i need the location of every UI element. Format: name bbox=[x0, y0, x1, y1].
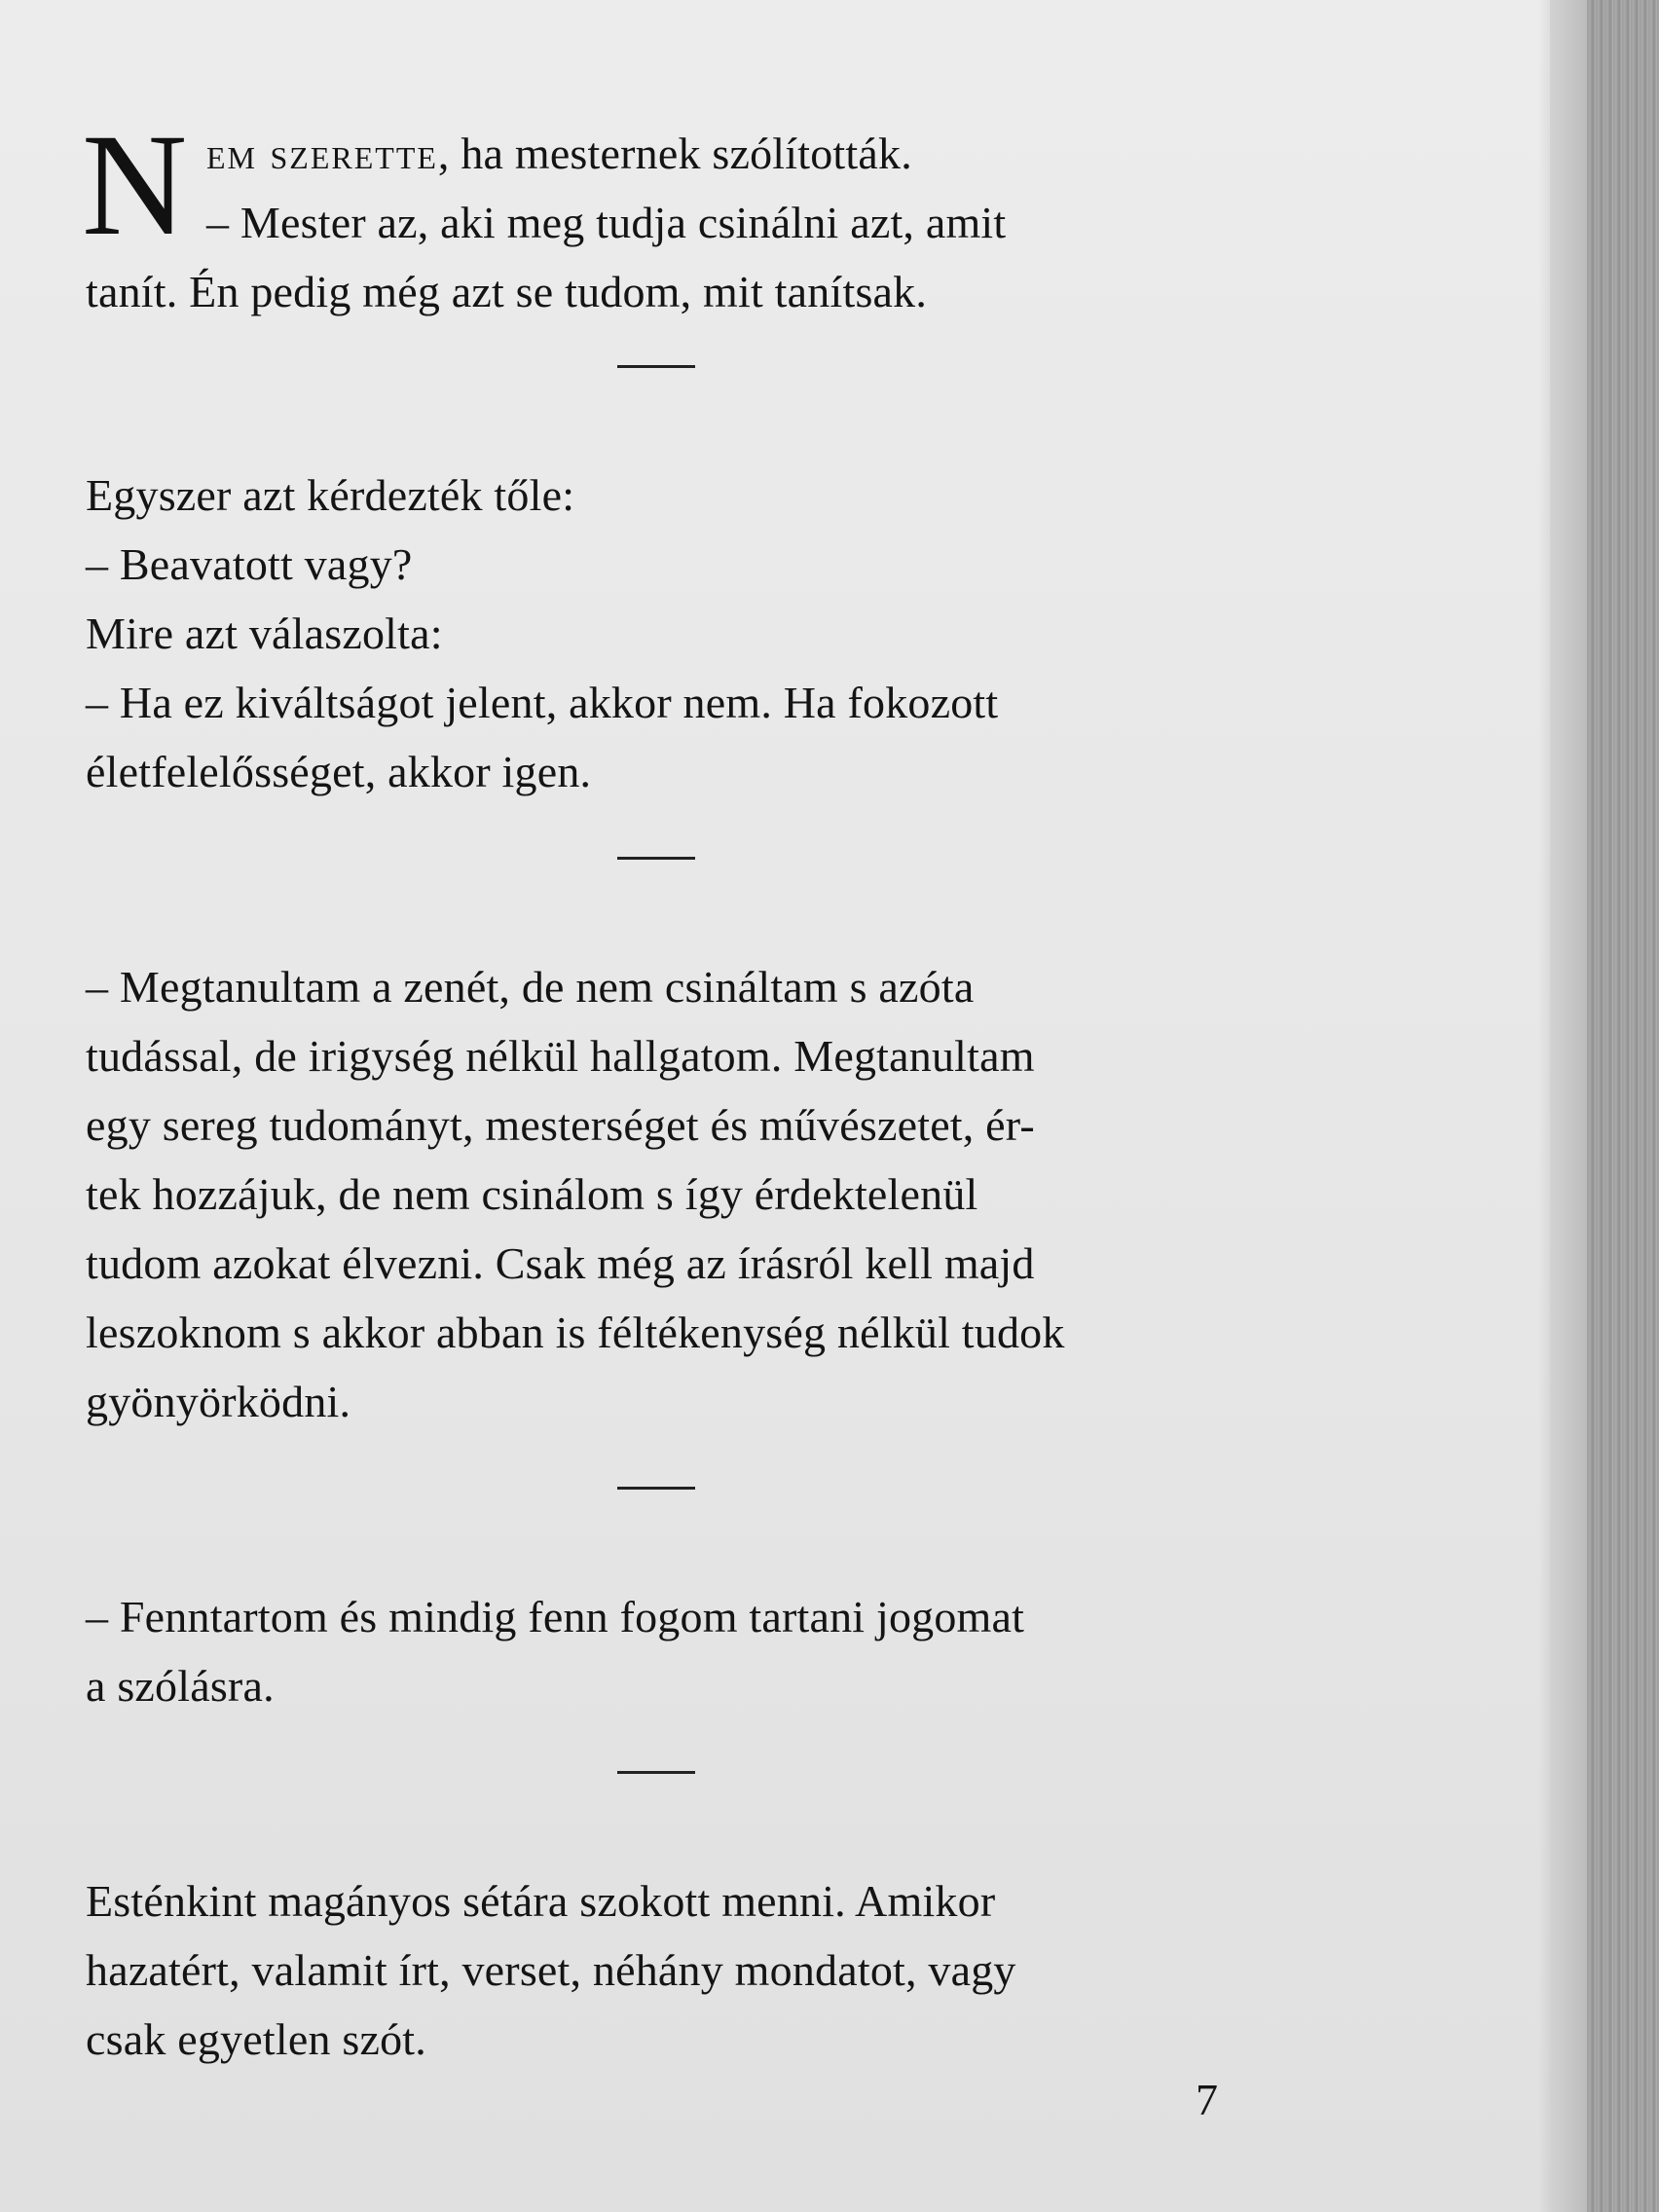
divider-rule bbox=[617, 1771, 695, 1774]
divider-rule bbox=[617, 365, 695, 368]
text-line: – Megtanultam a zenét, de nem csináltam s azóta bbox=[86, 962, 975, 1012]
opening-line-3: tanít. Én pedig még azt se tudom, mit tanítsak. bbox=[86, 267, 928, 316]
opening-line-2: – Mester az, aki meg tudja csinálni azt, amit bbox=[206, 198, 1007, 247]
divider-rule bbox=[617, 857, 695, 860]
text-line: egy sereg tudományt, mesterséget és művészetet, ér- bbox=[86, 1100, 1035, 1150]
page-edge bbox=[1550, 0, 1587, 2212]
text-line: – Fenntartom és mindig fenn fogom tartani jogomat bbox=[86, 1592, 1025, 1641]
text-line: Egyszer azt kérdezték tőle: bbox=[86, 470, 575, 520]
page-number: 7 bbox=[1196, 2075, 1218, 2124]
text-line: tudással, de irigység nélkül hallgatom. Megtanultam bbox=[86, 1031, 1035, 1081]
section-divider bbox=[86, 806, 1227, 952]
text-line: leszoknom s akkor abban is féltékenység nélkül tudok bbox=[86, 1308, 1065, 1357]
text-block bbox=[82, 104, 1227, 2074]
opening-line-1 bbox=[206, 119, 912, 188]
opening-line-1-rest: , ha mesternek szólították. bbox=[437, 129, 912, 178]
opening-paragraph bbox=[82, 104, 1227, 316]
text-line: a szólásra. bbox=[86, 1661, 275, 1711]
text-line: csak egyetlen szót. bbox=[86, 2014, 426, 2064]
section-divider bbox=[86, 314, 1227, 461]
divider-rule bbox=[617, 1487, 695, 1490]
section-2 bbox=[86, 461, 1227, 806]
section-divider bbox=[86, 1436, 1227, 1582]
drop-cap: N bbox=[82, 104, 188, 266]
text-line: Esténkint magányos sétára szokott menni. Amikor bbox=[86, 1876, 996, 1926]
text-line: tek hozzájuk, de nem csinálom s így érdektelenül bbox=[86, 1169, 978, 1219]
text-line: – Ha ez kiváltságot jelent, akkor nem. Ha fokozott bbox=[86, 678, 999, 727]
section-3 bbox=[86, 952, 1227, 1436]
section-divider bbox=[86, 1720, 1227, 1866]
text-line: tudom azokat élvezni. Csak még az írásról kell majd bbox=[86, 1238, 1035, 1288]
text-line: Mire azt válaszolta: bbox=[86, 608, 443, 658]
small-caps-words: em szerette bbox=[206, 129, 438, 178]
text-line: hazatért, valamit írt, verset, néhány mondatot, vagy bbox=[86, 1945, 1016, 1995]
text-line: életfelelősséget, akkor igen. bbox=[86, 747, 592, 796]
text-line: gyönyörködni. bbox=[86, 1377, 351, 1426]
section-5 bbox=[86, 1866, 1227, 2074]
text-line: – Beavatott vagy? bbox=[86, 539, 413, 589]
section-4 bbox=[86, 1582, 1227, 1720]
book-block-edge bbox=[1587, 0, 1659, 2212]
